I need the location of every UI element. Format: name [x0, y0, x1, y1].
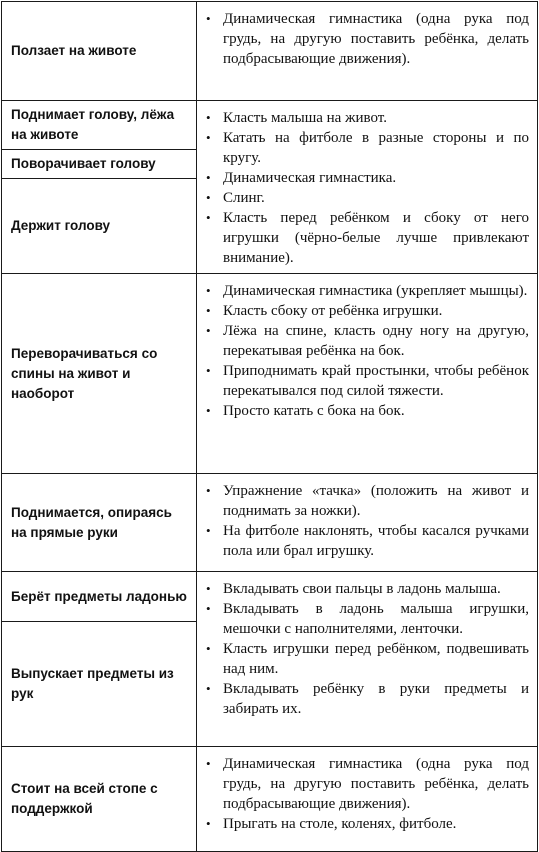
skill-cell: Выпускает предметы из рук — [2, 622, 197, 747]
recommendation-item: • Класть сбоку от ребёнка игрушки. — [205, 301, 529, 321]
recommendation-item: • Упражнение «тачка» (положить на живот и поднимать за ножки). — [205, 481, 529, 521]
recommendation-item: • Слинг. — [205, 188, 529, 208]
skill-cell: Берёт предметы ладонью — [2, 572, 197, 622]
skill-cell: Переворачиваться со спины на живот и наоборот — [2, 274, 197, 474]
table-row — [2, 274, 538, 474]
table-row — [2, 747, 538, 852]
table-row — [2, 101, 538, 150]
skill-cell: Поворачивает голову — [2, 150, 197, 179]
table-row — [2, 572, 538, 622]
recommendation-item: • Вкладывать свои пальцы в ладонь малыша. — [205, 579, 529, 599]
skill-cell: Поднимает голову, лёжа на животе — [2, 101, 197, 150]
skill-cell: Стоит на всей стопе с поддержкой — [2, 747, 197, 852]
recommendation-list — [205, 9, 529, 69]
recommendation-item: • Класть малыша на живот. — [205, 108, 529, 128]
recommendation-item: • Лёжа на спине, класть одну ногу на другую, перекатывая ребёнка на бок. — [205, 321, 529, 361]
recommendations-cell — [197, 747, 538, 852]
recommendation-item: • Динамическая гимнастика (одна рука под грудь, на другую поставить ребёнка, делать подбрасывающие движения). — [205, 754, 529, 814]
recommendations-cell — [197, 474, 538, 572]
recommendation-item: • Приподнимать край простынки, чтобы ребёнок перекатывался под силой тяжести. — [205, 361, 529, 401]
recommendations-cell — [197, 2, 538, 101]
recommendation-item: • Прыгать на столе, коленях, фитболе. — [205, 814, 529, 834]
table-row — [2, 2, 538, 101]
recommendation-item: • Динамическая гимнастика (укрепляет мышцы). — [205, 281, 529, 301]
skill-cell: Держит голову — [2, 179, 197, 274]
table-row — [2, 474, 538, 572]
recommendation-item: • Катать на фитболе в разные стороны и по кругу. — [205, 128, 529, 168]
recommendation-item: • Просто катать с бока на бок. — [205, 401, 529, 421]
recommendations-cell — [197, 572, 538, 747]
recommendation-list — [205, 579, 529, 719]
recommendations-cell — [197, 274, 538, 474]
recommendation-list — [205, 108, 529, 268]
recommendation-list — [205, 754, 529, 834]
recommendation-list — [205, 281, 529, 421]
recommendation-list — [205, 481, 529, 561]
recommendation-item: • Вкладывать ребёнку в руки предметы и забирать их. — [205, 679, 529, 719]
recommendation-item: • На фитболе наклонять, чтобы касался ручками пола или брал игрушку. — [205, 521, 529, 561]
recommendation-item: • Класть игрушки перед ребёнком, подвешивать над ним. — [205, 639, 529, 679]
recommendation-item: • Вкладывать в ладонь малыша игрушки, мешочки с наполнителями, ленточки. — [205, 599, 529, 639]
skills-table — [1, 1, 538, 852]
skill-cell: Поднимается, опираясь на прямые руки — [2, 474, 197, 572]
recommendation-item: • Класть перед ребёнком и сбоку от него игрушки (чёрно-белые лучше привлекают внимание). — [205, 208, 529, 268]
recommendation-item: • Динамическая гимнастика. — [205, 168, 529, 188]
skill-cell: Ползает на животе — [2, 2, 197, 101]
recommendations-cell — [197, 101, 538, 274]
recommendation-item: • Динамическая гимнастика (одна рука под грудь, на другую поставить ребёнка, делать подбрасывающие движения). — [205, 9, 529, 69]
